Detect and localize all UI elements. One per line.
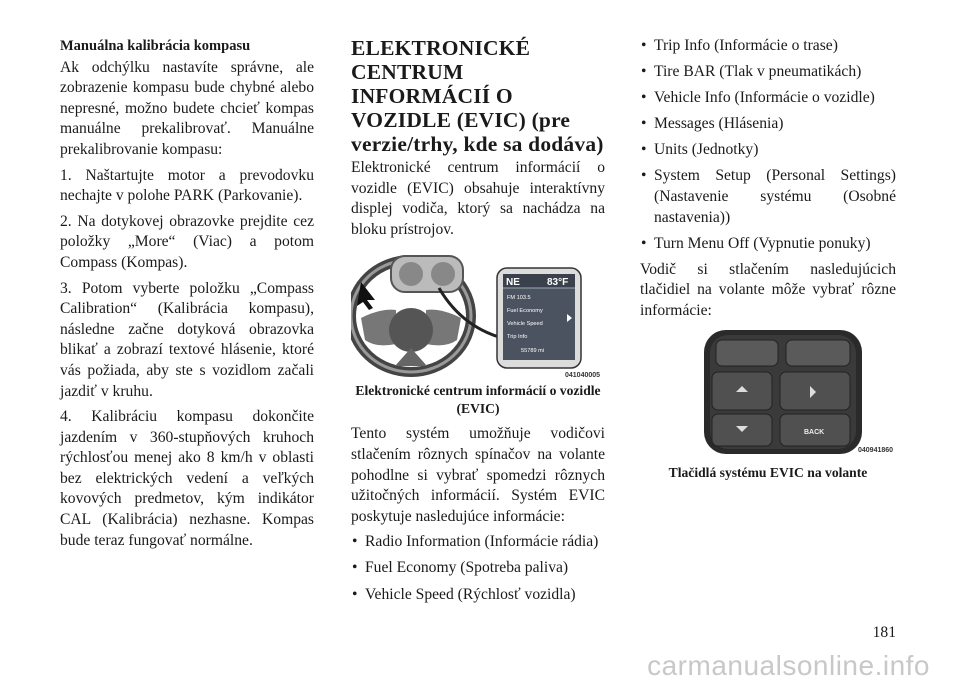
display-temp: 83°F: [547, 277, 569, 289]
step-3: 3. Potom vyberte položku „Compass Calibration“ (Kalibrácia kompasu), následne začne dotyková obrazovka blikať a zobrazí textové hlásenie, ktoré vás požiada, aby ste s vozidlom začali jazdiť v kruhu.: [60, 279, 314, 400]
figure-evic-buttons: [640, 330, 896, 460]
list-item: • Units (Jednotky): [640, 140, 896, 161]
list-item: • Trip Info (Informácie o trase): [640, 36, 896, 57]
display-item: Trip Info: [507, 334, 528, 341]
display-item: FM 103.5: [507, 295, 531, 302]
watermark: carmanualsonline.info: [647, 650, 930, 681]
evic-info-list: [351, 532, 605, 605]
left-column: [60, 36, 314, 556]
step-4: 4. Kalibráciu kompasu dokončite jazdením v 360-stupňových kruhoch rýchlosťou menej ako 8 km/h v oblasti bez elektrických vedení a veľkých kovových predmetov, kým indikátor CAL (Kalibrácia) nezhasne. Kompas bude teraz fungovať normálne.: [60, 408, 314, 549]
section-subheading: Manuálna kalibrácia kompasu: [60, 38, 251, 54]
list-item: • Messages (Hlásenia): [640, 114, 896, 135]
figure-caption-evic: Elektronické centrum informácií o vozidle (EVIC): [355, 383, 601, 417]
list-item: • Vehicle Info (Informácie o vozidle): [640, 88, 896, 109]
figure-code: 040941860: [858, 446, 894, 454]
paragraph-buttons-intro: Vodič si stlačením nasledujúcich tlačidiel na volante môže vybrať rôzne informácie:: [640, 260, 896, 320]
list-item: • Radio Information (Informácie rádia): [351, 532, 605, 553]
list-item: • Turn Menu Off (Vypnutie ponuky): [640, 234, 896, 255]
evic-info-list-continued: [640, 36, 896, 254]
list-item: • Tire BAR (Tlak v pneumatikách): [640, 62, 896, 83]
step-2: 2. Na dotykovej obrazovke prejdite cez položky „More“ (Viac) a potom Compass (Kompas).: [60, 212, 314, 271]
paragraph-evic-intro: Elektronické centrum informácií o vozidle (EVIC) obsahuje interaktívny displej vodiča, ktorý sa nachádza na bloku prístrojov.: [351, 159, 605, 238]
figure-evic-display: [351, 248, 605, 378]
display-odometer: 55789 mi: [521, 348, 545, 355]
paragraph-evic-body: Tento systém umožňuje vodičovi stlačením rôznych spínačov na volante pohodlne si vybrať spomedzi rôznych užitočných informácií. Systém EVIC poskytuje nasledujúce informácie:: [351, 425, 605, 525]
paragraph-intro: Ak odchýlku nastavíte správne, ale zobrazenie kompasu bude chybné alebo nepresné, možno budete chcieť kompas manuálne prekalibrovať. Manuálne prekalibrovanie kompasu:: [60, 58, 314, 158]
steering-buttons-illustration: [640, 330, 896, 460]
back-button-label: BACK: [804, 428, 825, 436]
section-heading: ELEKTRONICKÉ CENTRUM INFORMÁCIÍ O VOZIDLE (EVIC) (pre verzie/trhy, kde sa dodáva): [351, 36, 604, 156]
display-item: Vehicle Speed: [507, 321, 543, 328]
display-item: Fuel Economy: [507, 308, 543, 315]
figure-code: 041040005: [565, 372, 601, 379]
page-number: 181: [872, 624, 896, 641]
step-1: 1. Naštartujte motor a prevodovku nechajte v polohe PARK (Parkovanie).: [60, 166, 314, 205]
figure-caption-buttons: Tlačidlá systému EVIC na volante: [668, 464, 868, 480]
steering-wheel-illustration: [351, 248, 605, 378]
middle-column: [351, 36, 605, 611]
display-heading: NE: [506, 277, 520, 289]
list-item: • System Setup (Personal Settings) (Nastavenie systému (Osobné nastavenia)): [640, 166, 896, 228]
list-item: • Fuel Economy (Spotreba paliva): [351, 558, 605, 579]
right-column: [640, 36, 896, 488]
list-item: • Vehicle Speed (Rýchlosť vozidla): [351, 585, 605, 606]
